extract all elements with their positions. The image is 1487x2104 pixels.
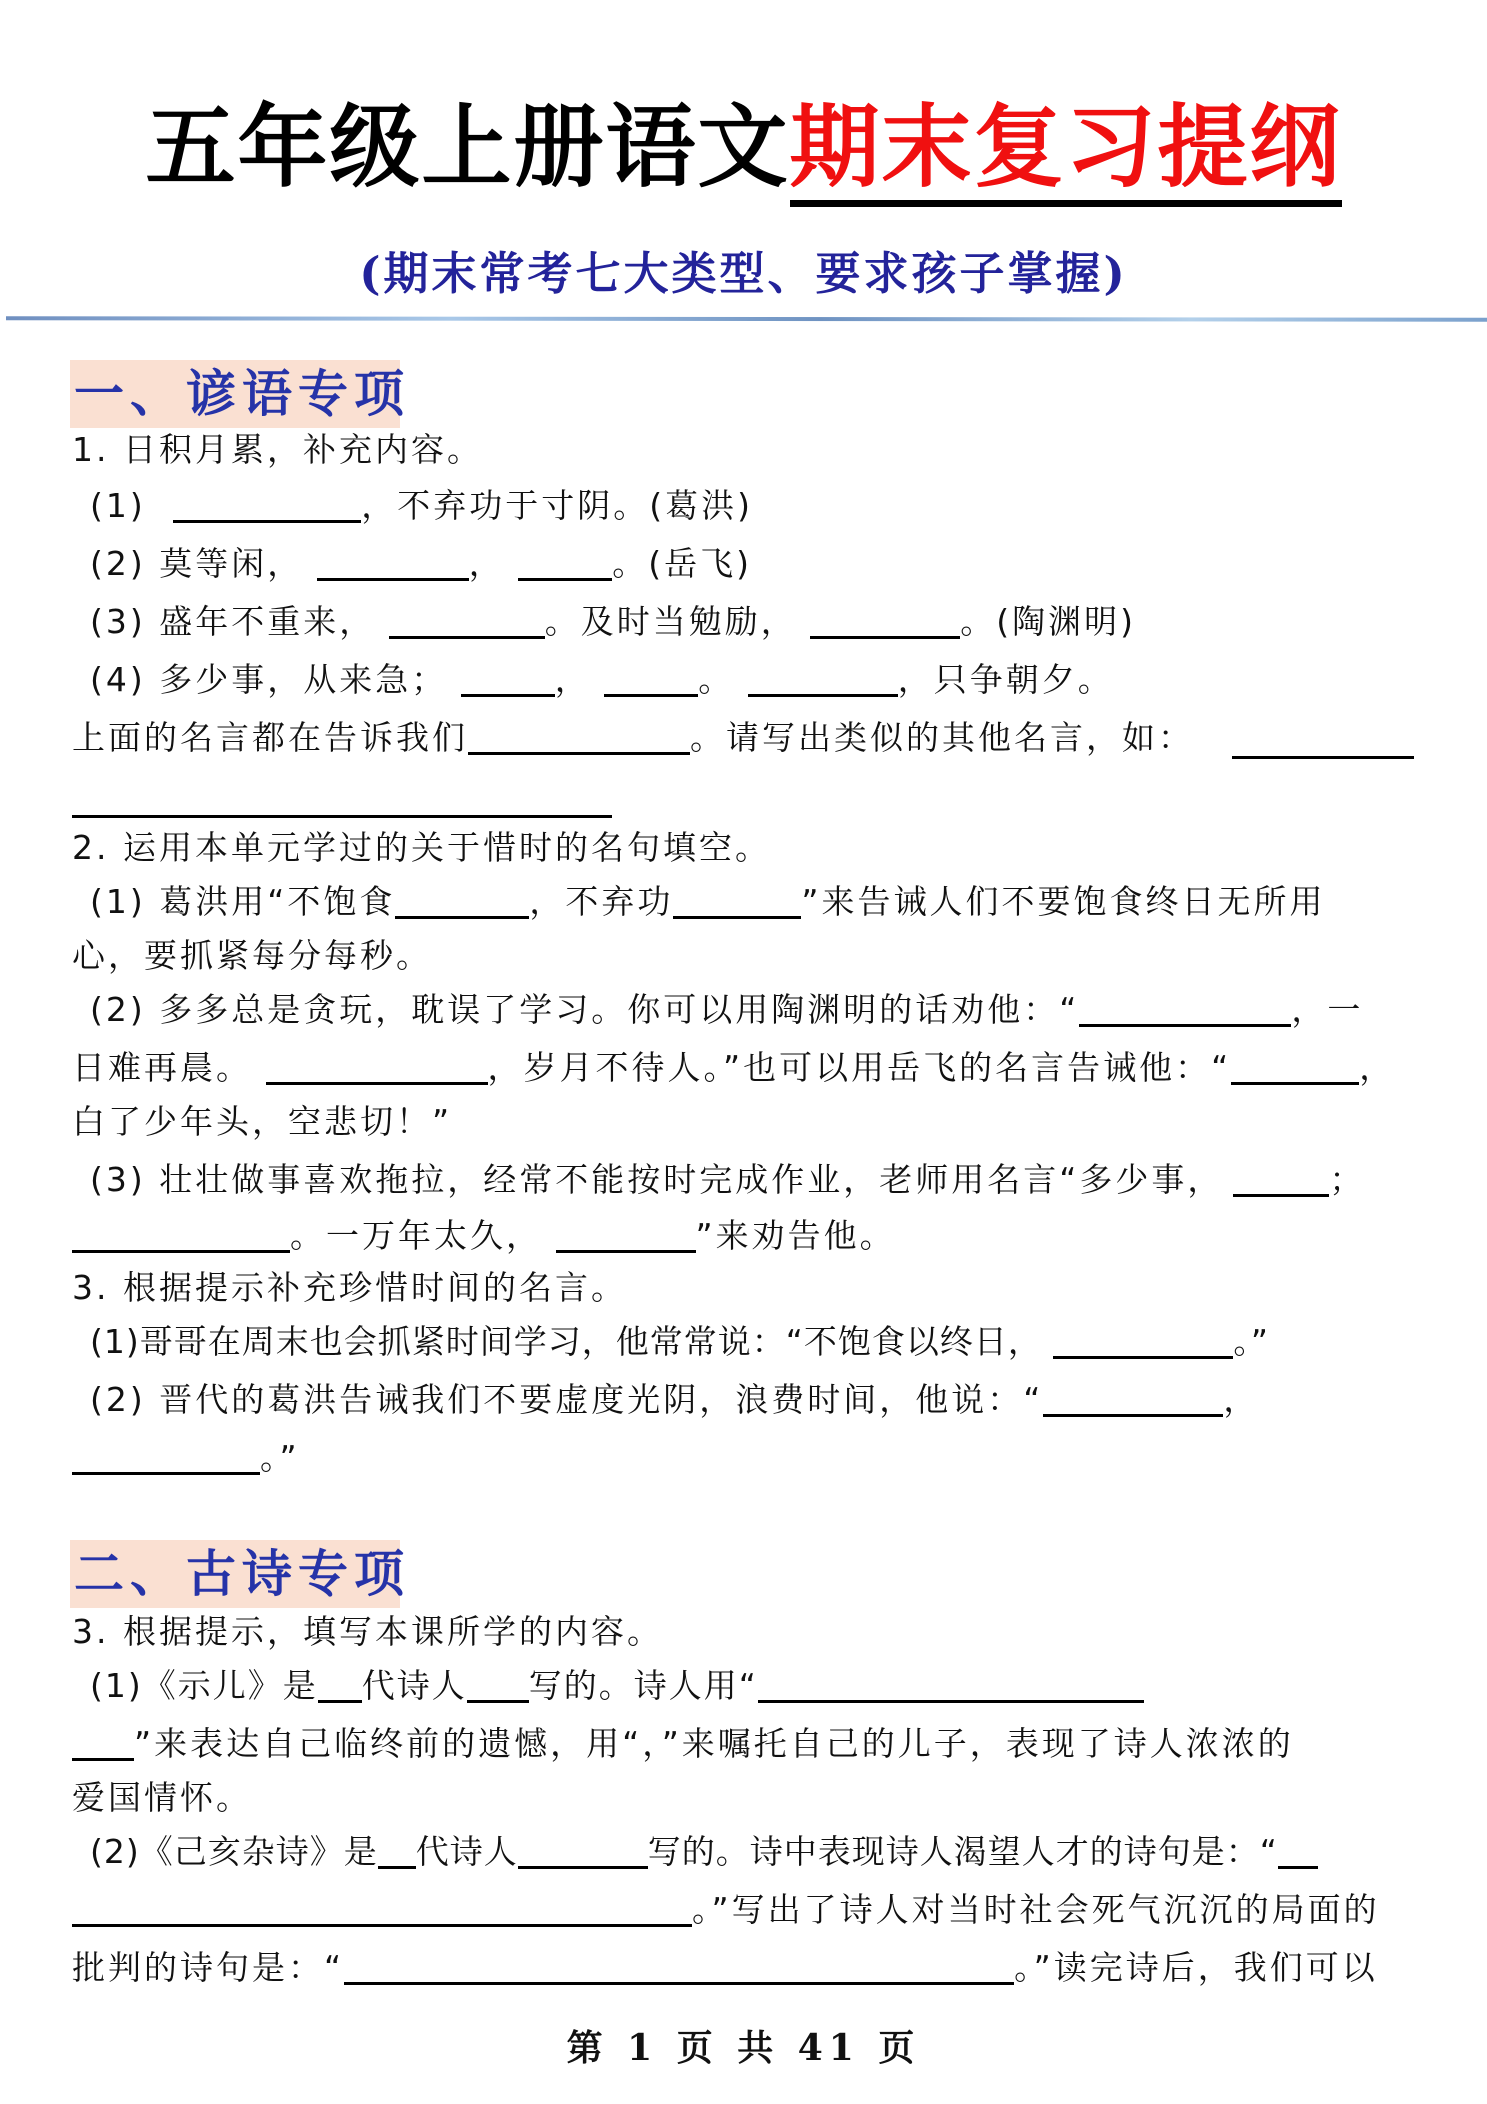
document-title xyxy=(0,92,1487,202)
item-label: (1) xyxy=(90,1666,143,1705)
poem-item-1 xyxy=(90,1664,1144,1708)
item-text: 代诗人 xyxy=(415,1832,518,1871)
header-divider xyxy=(6,316,1487,322)
q2-item-2-cont xyxy=(72,1046,1395,1090)
item-text: 。一万年太久， xyxy=(290,1216,542,1255)
q2-item-2-end: 白了少年头，空悲切！” xyxy=(72,1102,453,1141)
answer-blank[interactable] xyxy=(344,1948,1014,1985)
item-text: 。” xyxy=(1233,1322,1269,1361)
answer-blank[interactable] xyxy=(758,1666,1144,1703)
question-text: 日积月累，补充内容。 xyxy=(123,430,483,469)
item-label: (4) xyxy=(90,660,146,699)
question-3-prompt xyxy=(72,1266,627,1310)
q1-item-2 xyxy=(90,542,752,586)
answer-blank[interactable] xyxy=(1278,1832,1318,1869)
poem-item-2 xyxy=(90,1830,1318,1874)
item-label: (2) xyxy=(90,990,146,1029)
answer-blank[interactable] xyxy=(810,602,960,639)
q3-item-1 xyxy=(90,1320,1269,1364)
answer-blank[interactable] xyxy=(468,718,690,755)
item-text: 代诗人 xyxy=(361,1666,467,1705)
question-number: 3. xyxy=(72,1612,110,1651)
item-text: 。 xyxy=(698,660,735,699)
answer-blank[interactable] xyxy=(389,602,545,639)
item-label: (3) xyxy=(90,1160,146,1199)
page-footer: 第 1 页 共 41 页 xyxy=(566,2027,921,2069)
item-text: ，一 xyxy=(1291,990,1364,1029)
item-text: 多少事，从来急； xyxy=(159,660,448,699)
item-text: 批判的诗句是：“ xyxy=(72,1948,345,1987)
q2-item-1 xyxy=(90,880,1325,924)
item-text: ”来劝告他。 xyxy=(695,1216,896,1255)
question-1-prompt xyxy=(72,428,483,472)
item-text: 。”读完诗后，我们可以 xyxy=(1014,1948,1378,1987)
item-text: 《己亥杂诗》是 xyxy=(139,1832,378,1871)
item-text: 莫等闲， xyxy=(159,544,304,583)
question-2-prompt xyxy=(72,826,771,870)
answer-blank[interactable] xyxy=(395,882,529,919)
item-text: 盛年不重来， xyxy=(159,602,376,641)
poem-item-1-cont xyxy=(72,1722,1294,1766)
item-text: 。” xyxy=(260,1438,300,1477)
title-main: 五年级上册语文 xyxy=(145,94,790,200)
item-label: (3) xyxy=(90,602,146,641)
item-label: (1) xyxy=(90,882,146,921)
answer-blank[interactable] xyxy=(266,1048,488,1085)
answer-blank[interactable] xyxy=(173,486,361,523)
item-text: ”来告诫人们不要饱食终日无所用 xyxy=(801,882,1326,921)
question-number: 1. xyxy=(72,430,110,469)
answer-blank[interactable] xyxy=(461,660,555,697)
answer-blank[interactable] xyxy=(72,1216,290,1253)
answer-blank[interactable] xyxy=(518,544,612,581)
q2-item-3 xyxy=(90,1158,1365,1202)
answer-blank[interactable] xyxy=(72,1438,260,1475)
item-text: 哥哥在周末也会抓紧时间学习，他常常说：“不饱食以终日， xyxy=(139,1322,1042,1361)
item-text: 《示儿》是 xyxy=(142,1666,318,1705)
item-text: 壮壮做事喜欢拖拉，经常不能按时完成作业，老师用名言“多少事， xyxy=(159,1160,1224,1199)
q2-item-1-cont: 心，要抓紧每分每秒。 xyxy=(72,936,432,975)
question-text: 运用本单元学过的关于惜时的名句填空。 xyxy=(123,828,771,867)
item-text: ，不弃功 xyxy=(529,882,674,921)
item-text: ，岁月不待人。”也可以用岳飞的名言告诫他：“ xyxy=(487,1048,1232,1087)
item-label: (1) xyxy=(90,486,146,525)
section-heading-ancient-poems xyxy=(70,1540,410,1608)
question-text: 根据提示，填写本课所学的内容。 xyxy=(123,1612,663,1651)
answer-blank[interactable] xyxy=(518,1832,648,1869)
item-text: ， xyxy=(554,660,591,699)
section-heading-text: 二、古诗专项 xyxy=(74,1544,410,1603)
q1-item-1 xyxy=(90,484,753,528)
item-label: (2) xyxy=(90,1380,146,1419)
q1-item-4 xyxy=(90,658,1114,702)
question-number: 2. xyxy=(72,828,110,867)
answer-blank[interactable] xyxy=(467,1666,529,1703)
answer-blank[interactable] xyxy=(72,1890,692,1927)
summary-text: 。请写出类似的其他名言，如： xyxy=(690,718,1194,757)
item-text: 写的。诗人用“ xyxy=(528,1666,758,1705)
answer-blank[interactable] xyxy=(1231,1048,1359,1085)
answer-blank[interactable] xyxy=(556,1216,696,1253)
item-text: ， xyxy=(468,544,505,583)
item-text: 多多总是贪玩，耽误了学习。你可以用陶渊明的话劝他：“ xyxy=(159,990,1080,1029)
q2-item-2 xyxy=(90,988,1363,1032)
poem-item-2-end xyxy=(72,1946,1378,1990)
q1-summary xyxy=(72,716,1194,760)
document-subtitle: (期末常考七大类型、要求孩子掌握) xyxy=(359,247,1128,300)
item-text: 。”写出了诗人对当时社会死气沉沉的局面的 xyxy=(692,1890,1380,1929)
item-text: 。(陶渊明) xyxy=(960,602,1136,641)
answer-blank[interactable] xyxy=(1079,990,1291,1027)
item-text: 。及时当勉励， xyxy=(544,602,797,641)
answer-blank[interactable] xyxy=(748,660,898,697)
item-text: ”来表达自己临终前的遗憾，用“，”来嘱托自己的儿子，表现了诗人浓浓的 xyxy=(134,1724,1294,1763)
answer-blank[interactable] xyxy=(1233,1160,1329,1197)
title-highlight: 期末复习提纲 xyxy=(790,94,1342,207)
q3-item-2 xyxy=(90,1378,1259,1422)
item-text: 晋代的葛洪告诫我们不要虚度光阴，浪费时间，他说：“ xyxy=(159,1380,1044,1419)
item-text: 葛洪用“不饱食 xyxy=(159,882,396,921)
item-text: 。(岳飞) xyxy=(612,544,752,583)
answer-blank[interactable] xyxy=(72,1724,134,1761)
q1-item-3 xyxy=(90,600,1136,644)
item-text: ，只争朝夕。 xyxy=(897,660,1114,699)
answer-blank[interactable] xyxy=(72,815,612,818)
item-label: (1) xyxy=(90,1322,140,1361)
answer-blank[interactable] xyxy=(1232,756,1414,759)
poem-item-1-end: 爱国情怀。 xyxy=(72,1778,252,1817)
item-text: ； xyxy=(1329,1160,1366,1199)
section-heading-proverbs xyxy=(70,360,410,428)
item-text: 日难再晨。 xyxy=(72,1048,252,1087)
question-text: 根据提示补充珍惜时间的名言。 xyxy=(123,1268,627,1307)
poem-question-prompt xyxy=(72,1610,663,1654)
answer-blank[interactable] xyxy=(1043,1380,1223,1417)
item-text: ， xyxy=(1223,1380,1260,1419)
item-label: (2) xyxy=(90,544,146,583)
q3-item-2-cont xyxy=(72,1436,300,1480)
answer-blank[interactable] xyxy=(673,882,801,919)
answer-blank[interactable] xyxy=(317,544,469,581)
answer-blank[interactable] xyxy=(1053,1322,1233,1359)
item-label: (2) xyxy=(90,1832,140,1871)
item-text: ， xyxy=(1359,1048,1396,1087)
answer-blank[interactable] xyxy=(378,1832,416,1869)
summary-text: 上面的名言都在告诉我们 xyxy=(72,718,468,757)
poem-item-2-cont xyxy=(72,1888,1380,1932)
answer-blank[interactable] xyxy=(318,1666,362,1703)
item-text: ，不弃功于寸阴。(葛洪) xyxy=(361,486,753,525)
q2-item-3-cont xyxy=(72,1214,896,1258)
section-heading-text: 一、谚语专项 xyxy=(74,364,410,423)
question-number: 3. xyxy=(72,1268,110,1307)
item-text: 写的。诗中表现诗人渴望人才的诗句是：“ xyxy=(647,1832,1278,1871)
answer-blank[interactable] xyxy=(604,660,698,697)
